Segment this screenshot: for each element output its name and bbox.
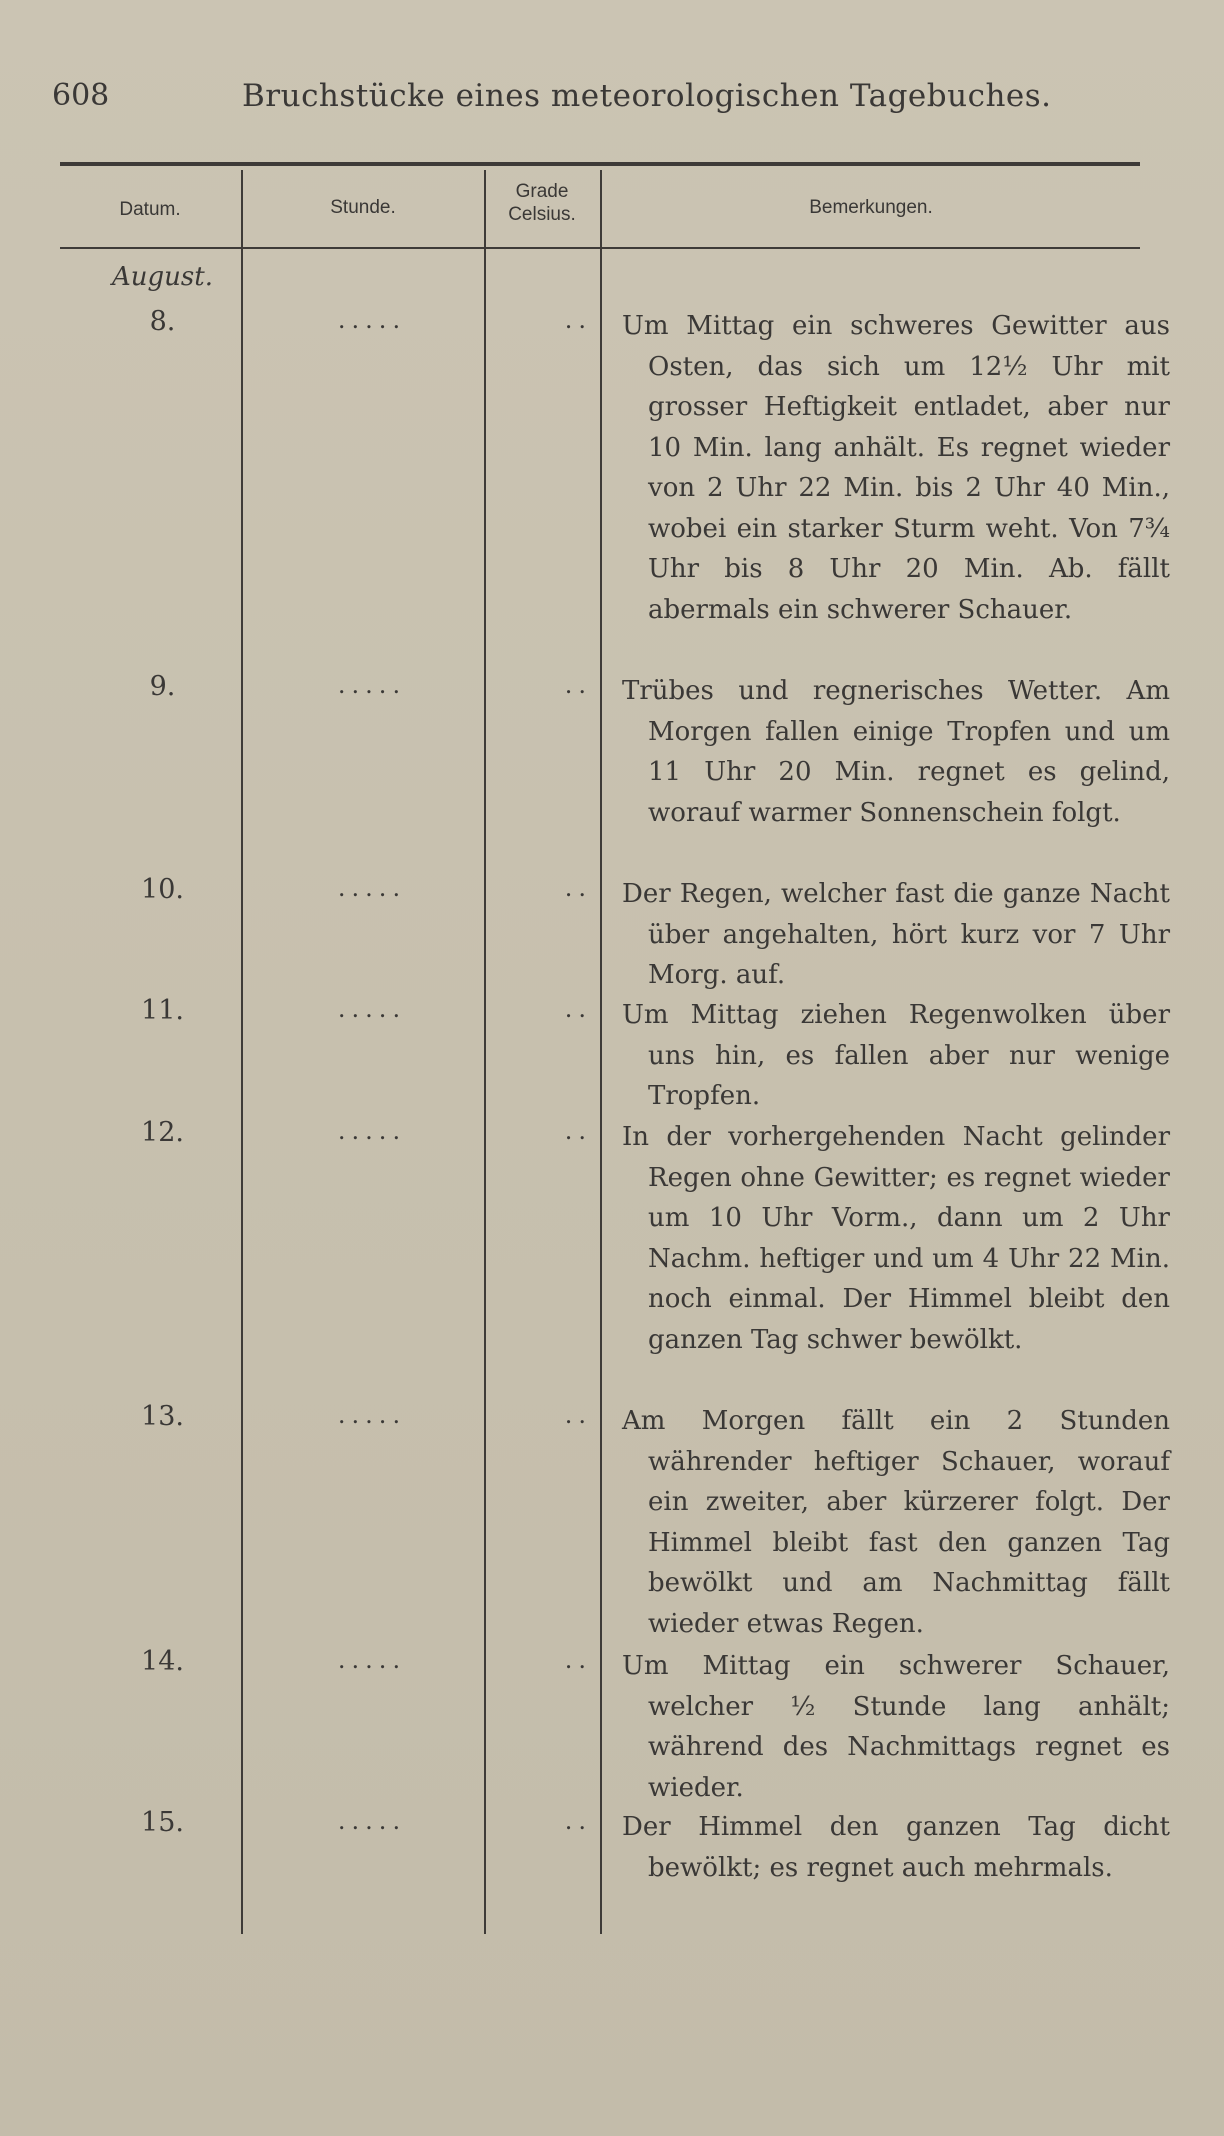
date-cell: 15. [141,1807,184,1838]
remark-cell: Um Mittag ein schwerer Schauer, welcher ½ Stunde lang anhält; während des Nachmittags regnet es wieder. [622,1651,1170,1803]
hour-cell: ..... [337,995,407,1023]
remark-cell: Der Regen, welcher fast die ganze Nacht über angehalten, hört kurz vor 7 Uhr Morg. auf. [622,879,1170,990]
remark-cell: Trübes und regnerisches Wetter. Am Morgen fallen einige Tropfen und um 11 Uhr 20 Min. regnet es gelind, worauf warmer Sonnenschein folgt. [622,676,1170,828]
temperature-cell: .. [564,1646,592,1674]
remark-cell: In der vorhergehenden Nacht gelinder Regen ohne Gewitter; es regnet wieder um 10 Uhr Vorm., dann um 2 Uhr Nachm. heftiger und um 4 Uhr 22 Min. noch einmal. Der Himmel bleibt den ganzen Tag schwer bewölkt. [622,1122,1170,1355]
date-cell: 10. [141,874,184,905]
table-top-rule [60,162,1140,166]
remark-cell: Am Morgen fällt ein 2 Stunden währender heftiger Schauer, worauf ein zweiter, aber kürzerer folgt. Der Himmel bleibt fast den ganzen Tag bewölkt und am Nachmittag fällt wieder etwas Regen. [622,1406,1170,1639]
column-header-bemerkungen: Bemerkungen. [809,197,933,218]
hour-cell: ..... [337,1401,407,1429]
temperature-cell: .. [564,1401,592,1429]
temperature-cell: .. [564,1117,592,1145]
hour-cell: ..... [337,874,407,902]
remark-cell: Der Himmel den ganzen Tag dicht bewölkt; es regnet auch mehrmals. [622,1812,1170,1883]
remark-cell: Um Mittag ein schweres Gewitter aus Osten, das sich um 12½ Uhr mit grosser Heftigkeit entladet, aber nur 10 Min. lang anhält. Es regnet wieder von 2 Uhr 22 Min. bis 2 Uhr 40 Min., wobei ein starker Sturm weht. Von 7¾ Uhr bis 8 Uhr 20 Min. Ab. fällt abermals ein schwerer Schauer. [622,311,1170,625]
hour-cell: ..... [337,1646,407,1674]
divider-grade-bemerkungen [600,170,602,1934]
hour-cell: ..... [337,306,407,334]
hour-cell: ..... [337,671,407,699]
date-cell: 11. [141,995,184,1026]
date-cell: 8. [149,306,176,337]
date-cell: 13. [141,1401,184,1432]
running-title: Bruchstücke eines meteorologischen Tagebuches. [242,78,1052,114]
temperature-cell: .. [564,671,592,699]
column-header-stunde: Stunde. [330,197,396,218]
date-cell: 9. [149,671,176,702]
page-number: 608 [52,78,110,113]
column-header-grade-line1: Grade [515,181,569,202]
remark-cell: Um Mittag ziehen Regenwolken über uns hin, es fallen aber nur wenige Tropfen. [622,1000,1170,1111]
running-head [52,78,1152,128]
column-header-grade-line2: Celsius. [508,204,576,225]
temperature-cell: .. [564,874,592,902]
hour-cell: ..... [337,1807,407,1835]
temperature-cell: .. [564,306,592,334]
column-header-grade [486,180,598,226]
month-label: August. [112,262,213,292]
column-header-datum: Datum. [119,199,181,220]
temperature-cell: .. [564,995,592,1023]
temperature-cell: .. [564,1807,592,1835]
date-cell: 12. [141,1117,184,1148]
date-cell: 14. [141,1646,184,1677]
hour-cell: ..... [337,1117,407,1145]
